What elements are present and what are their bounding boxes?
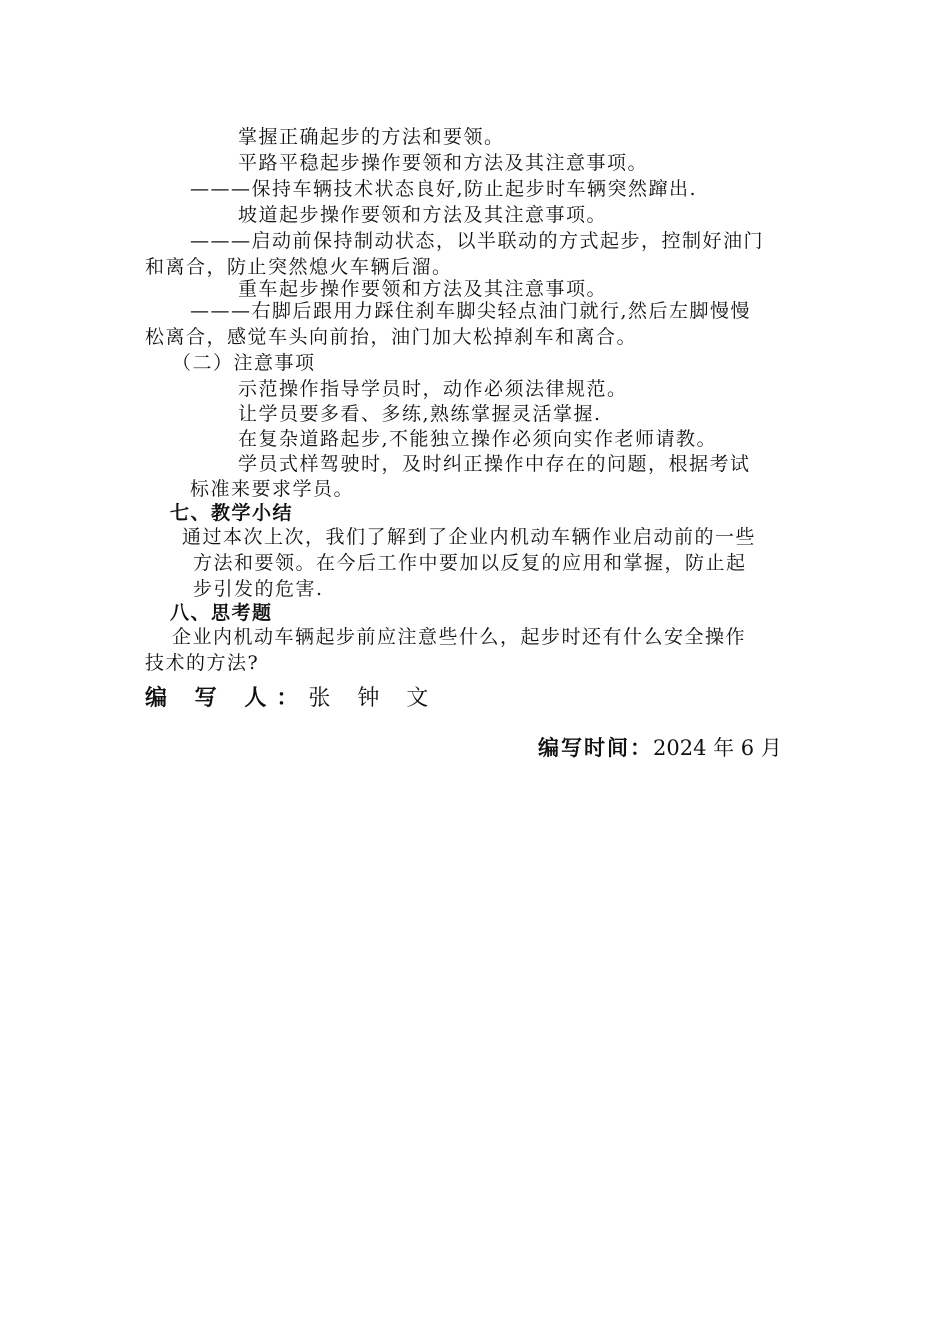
text-line: ———保持车辆技术状态良好,防止起步时车辆突然蹿出. (190, 178, 698, 200)
text-line: 步引发的危害. (193, 578, 324, 600)
date-label: 编写时间： (538, 735, 653, 760)
section-heading-summary: 七、教学小结 (170, 502, 294, 524)
text-line: 学员式样驾驶时，及时纠正操作中存在的问题，根据考试 (238, 453, 751, 475)
text-line: ———右脚后跟用力踩住刹车脚尖轻点油门就行,然后左脚慢慢 (190, 300, 752, 322)
section-heading: （二）注意事项 (172, 352, 316, 374)
text-line: 通过本次上次，我们了解到了企业内机动车辆作业启动前的一些 (182, 526, 757, 548)
text-line: 坡道起步操作要领和方法及其注意事项。 (238, 204, 608, 226)
text-line: 方法和要领。在今后工作中要加以反复的应用和掌握，防止起 (193, 552, 747, 574)
text-line: 在复杂道路起步,不能独立操作必须向实作老师请教。 (238, 428, 718, 450)
text-line: 让学员要多看、多练,熟练掌握灵活掌握. (238, 403, 602, 425)
text-line: 和离合，防止突然熄火车辆后溜。 (145, 256, 453, 278)
text-line: 松离合，感觉车头向前抬，油门加大松掉刹车和离合。 (145, 326, 638, 348)
section-heading-questions: 八、思考题 (170, 602, 273, 624)
text-line: 重车起步操作要领和方法及其注意事项。 (238, 278, 608, 300)
date-value: 2024 年 6 月 (653, 736, 782, 760)
text-line: ———启动前保持制动状态，以半联动的方式起步，控制好油门 (190, 230, 765, 252)
author-label: 编 写 人： (145, 685, 309, 711)
text-line: 技术的方法? (145, 652, 260, 674)
text-line: 平路平稳起步操作要领和方法及其注意事项。 (238, 152, 649, 174)
date-line (538, 733, 782, 763)
text-line: 企业内机动车辆起步前应注意些什么，起步时还有什么安全操作 (172, 626, 747, 648)
author-line (145, 683, 438, 714)
author-name: 张 钟 文 (308, 686, 439, 711)
text-line: 标准来要求学员。 (190, 478, 355, 500)
text-line: 掌握正确起步的方法和要领。 (238, 126, 505, 148)
text-line: 示范操作指导学员时，动作必须法律规范。 (238, 378, 628, 400)
